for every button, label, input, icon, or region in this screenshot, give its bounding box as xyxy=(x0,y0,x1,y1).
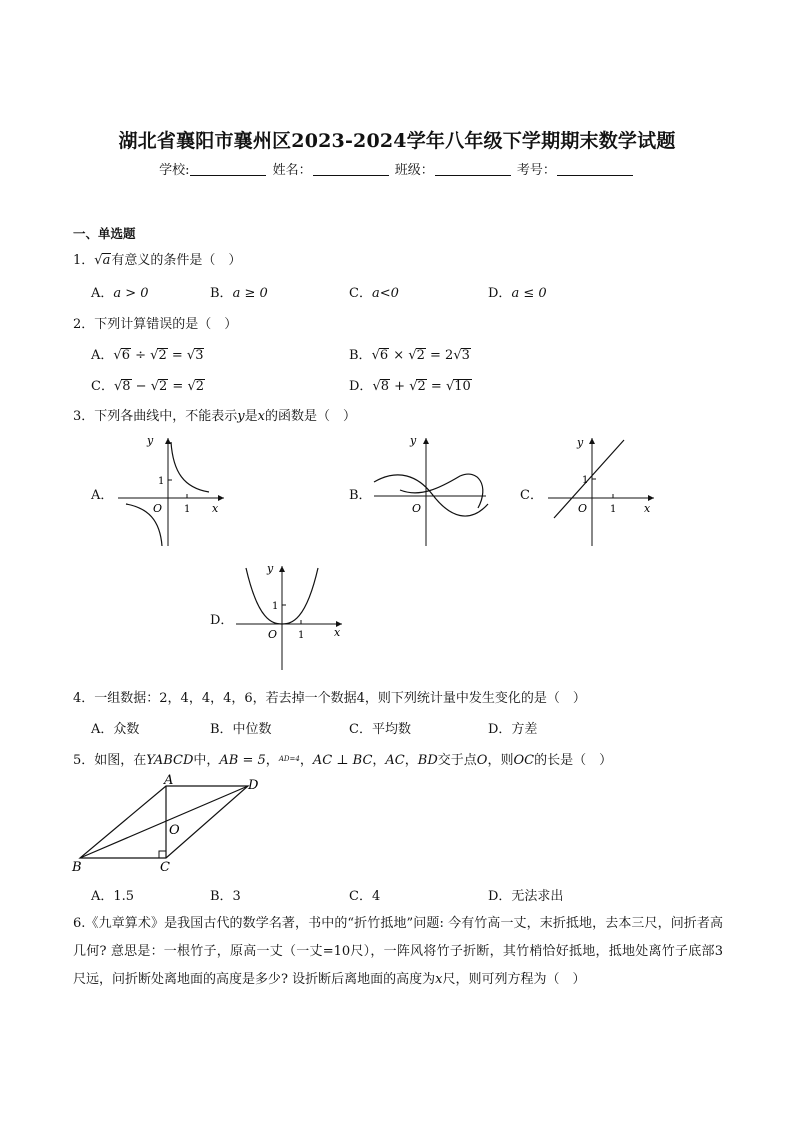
equals: = xyxy=(426,379,446,394)
equals: = 2 xyxy=(425,348,454,363)
stem-text: 是 xyxy=(244,409,258,424)
q3-graph-a[interactable] xyxy=(114,432,230,550)
school-blank[interactable] xyxy=(190,163,266,176)
q5-option-d[interactable]: D．无法求出 xyxy=(488,889,564,904)
q3-graph-b[interactable] xyxy=(370,432,500,550)
condition-ad: AD=4 xyxy=(278,755,300,763)
stem-text: 6.《九章算术》是我国古代的数学名著，书中的“折竹抵地”问题: 今有竹高一丈，末折抵地，去本三尺，问折者高几何? 意思是：一根竹子，原高一丈（一丈=10尺），一阵风将竹子折断，其竹梢恰好抵地，抵地处离竹子底部3尺远，问折断处离地面的高度是多少? 设折断后离地面的高度为 xyxy=(73,916,723,987)
x-one-label: 1 xyxy=(610,504,617,515)
vertex-b-label: B xyxy=(72,860,82,875)
y-one-label: 1 xyxy=(582,475,589,486)
hyperbola-branch-upper xyxy=(171,442,209,492)
q4-option-c[interactable]: C．平均数 xyxy=(349,722,411,737)
option-text: a > 0 xyxy=(113,286,149,301)
stem-text: ， xyxy=(265,753,279,768)
radicand: 10 xyxy=(454,379,471,394)
radicand: 2 xyxy=(158,348,167,363)
class-label: 班级： xyxy=(394,163,434,178)
origin-label: O xyxy=(153,502,163,515)
stem-text: 有意义的条件是（ ） xyxy=(111,253,242,268)
stem-text: 3．下列各曲线中，不能表示 xyxy=(73,409,238,424)
option-label: A． xyxy=(91,348,114,363)
origin-label: O xyxy=(268,628,278,641)
x-label: x xyxy=(334,626,341,639)
exam-number-label: 考号： xyxy=(516,163,556,178)
x-one-label: 1 xyxy=(184,504,191,515)
x-one-label: 1 xyxy=(298,630,305,641)
school-label: 学校: xyxy=(159,163,190,178)
option-label: C． xyxy=(91,379,114,394)
question-number: 1． xyxy=(73,253,95,268)
operator: ÷ xyxy=(130,348,151,363)
q3-option-a-label[interactable]: A． xyxy=(91,488,114,503)
y-axis-arrow xyxy=(279,566,285,572)
segment-ac: AC xyxy=(385,753,405,768)
radicand: 2 xyxy=(195,379,205,394)
right-angle-mark xyxy=(159,851,166,858)
radicand: 3 xyxy=(461,348,470,363)
y-one-label: 1 xyxy=(158,476,165,487)
q3-option-c-label[interactable]: C． xyxy=(520,488,543,503)
q2-option-b[interactable]: B．√6 × √2 = 2√3 xyxy=(349,348,470,363)
q1-option-a[interactable] xyxy=(91,282,149,301)
stem-text: 的长是（ ） xyxy=(534,753,613,768)
y-label: y xyxy=(577,436,584,449)
section-title: 一、单选题 xyxy=(73,226,136,241)
option-label: D． xyxy=(349,379,373,394)
vertex-d-label: D xyxy=(248,778,259,793)
name-label: 姓名： xyxy=(272,163,312,178)
condition-ab: AB = 5 xyxy=(219,753,266,768)
stem-text: 的函数是（ ） xyxy=(265,409,357,424)
radicand: 6 xyxy=(379,348,389,363)
q5-option-a[interactable]: A．1.5 xyxy=(91,889,135,904)
y-label: y xyxy=(147,434,154,447)
option-text: a ≤ 0 xyxy=(511,286,547,301)
stem-text: 中， xyxy=(193,753,220,768)
q4-option-b[interactable]: B．中位数 xyxy=(210,722,272,737)
question-2-stem: 2．下列计算错误的是（ ） xyxy=(73,317,238,332)
q4-option-a[interactable]: A．众数 xyxy=(91,722,140,737)
variable-x: x xyxy=(257,409,265,424)
radicand: 8 xyxy=(380,379,390,394)
stem-text: ， xyxy=(404,753,418,768)
radicand: 8 xyxy=(122,379,131,394)
q2-option-a[interactable]: A．√6 ÷ √2 = √3 xyxy=(91,348,204,363)
option-label: D． xyxy=(488,286,512,301)
diagonal-bd xyxy=(80,786,248,858)
q3-graph-d[interactable] xyxy=(234,560,350,672)
origin-label: O xyxy=(578,502,588,515)
segment-oc: OC xyxy=(513,753,535,768)
option-text: a<0 xyxy=(371,286,399,301)
option-text: a ≥ 0 xyxy=(232,286,268,301)
stem-text: 5．如图，在 xyxy=(73,753,147,768)
radicand: 2 xyxy=(417,379,426,394)
exam-number-blank[interactable] xyxy=(557,163,633,176)
q5-parallelogram-figure xyxy=(68,774,268,876)
name-blank[interactable] xyxy=(313,163,389,176)
radicand: 3 xyxy=(195,348,204,363)
y-label: y xyxy=(410,434,417,447)
point-o-label: O xyxy=(169,823,180,838)
question-6-stem xyxy=(73,910,723,994)
class-blank[interactable] xyxy=(435,163,511,176)
variable-x: x xyxy=(435,972,443,987)
question-5-stem xyxy=(73,749,612,768)
operator: − xyxy=(131,379,151,394)
radicand: 2 xyxy=(159,379,168,394)
q4-option-d[interactable]: D．方差 xyxy=(488,722,538,737)
student-info-line xyxy=(0,159,794,178)
y-axis-arrow xyxy=(423,438,429,444)
q1-option-c[interactable] xyxy=(349,282,399,301)
q5-option-c[interactable]: C．4 xyxy=(349,889,381,904)
y-label: y xyxy=(267,562,274,575)
origin-label: O xyxy=(412,502,422,515)
x-label: x xyxy=(212,502,219,515)
operator: × xyxy=(389,348,409,363)
option-label: B． xyxy=(210,286,233,301)
q3-option-b-label[interactable]: B． xyxy=(349,488,372,503)
x-axis-arrow xyxy=(218,495,224,501)
stem-text: ，则 xyxy=(487,753,514,768)
stem-text: 尺，则可列方程为（ ） xyxy=(442,972,586,987)
q2-option-c[interactable]: C．√8 − √2 = √2 xyxy=(91,379,205,394)
option-label: B． xyxy=(349,348,372,363)
stem-text: ， xyxy=(299,753,313,768)
q1-option-d[interactable] xyxy=(488,282,547,301)
x-label: x xyxy=(644,502,651,515)
variable-y: y xyxy=(237,409,245,424)
q3-option-d-label[interactable]: D． xyxy=(210,613,234,628)
q3-graph-c[interactable] xyxy=(544,432,662,550)
q5-option-b[interactable]: B．3 xyxy=(210,889,241,904)
vertex-a-label: A xyxy=(164,774,174,788)
stem-text: ， xyxy=(372,753,386,768)
sqrt-sign: √ xyxy=(94,253,103,268)
radicand: a xyxy=(102,253,111,268)
operator: + xyxy=(390,379,410,394)
point-o: O xyxy=(476,753,488,768)
y-one-label: 1 xyxy=(272,601,279,612)
condition-perpendicular: AC ⊥ BC xyxy=(312,753,373,768)
question-1-stem xyxy=(73,249,241,268)
q2-option-d[interactable]: D．√8 + √2 = √10 xyxy=(349,379,471,394)
equals: = xyxy=(167,348,187,363)
parallelogram-name: YABCD xyxy=(146,753,194,768)
equals: = xyxy=(168,379,188,394)
question-3-stem xyxy=(73,405,356,424)
curve-s xyxy=(374,475,488,516)
radicand: 2 xyxy=(416,348,425,363)
x-axis-arrow xyxy=(648,495,654,501)
stem-text: 交于点 xyxy=(437,753,477,768)
question-4-stem: 4．一组数据：2，4，4，4，6，若去掉一个数据4，则下列统计量中发生变化的是（ ） xyxy=(73,691,586,706)
vertex-c-label: C xyxy=(160,860,170,875)
segment-bd: BD xyxy=(417,753,438,768)
y-axis-arrow xyxy=(165,438,171,444)
option-label: A． xyxy=(91,286,114,301)
q1-option-b[interactable] xyxy=(210,282,268,301)
page-title: 湖北省襄阳市襄州区2023-2024学年八年级下学期期末数学试题 xyxy=(118,130,676,152)
option-label: C． xyxy=(349,286,372,301)
radicand: 6 xyxy=(121,348,130,363)
y-axis-arrow xyxy=(589,438,595,444)
